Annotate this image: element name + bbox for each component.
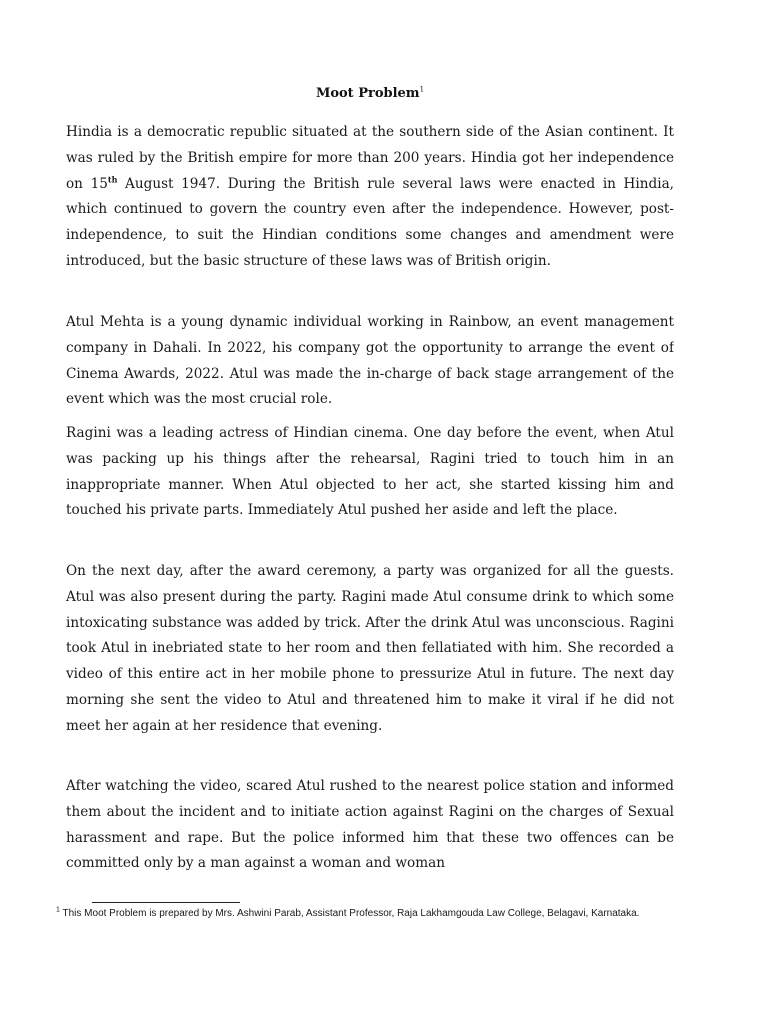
footnote-separator xyxy=(92,902,240,903)
paragraph-1-text-end: August 1947. During the British rule several laws were enacted in Hindia, which continued to govern the country even after the independence. However, post-independence, to suit the Hindian conditions some changes and amendment were introduced, but the basic structure of these laws was of British origin. xyxy=(66,175,674,269)
title-footnote-marker: 1 xyxy=(419,85,425,94)
body-text xyxy=(66,120,674,877)
paragraph-5: After watching the video, scared Atul rushed to the nearest police station and informed them about the incident and to initiate action against Ragini on the charges of Sexual harassment and rape. But the police informed him that these two offences can be committed only by a man against a woman and woman xyxy=(66,778,674,872)
ordinal-superscript: th xyxy=(107,174,118,185)
paragraph-3: Ragini was a leading actress of Hindian cinema. One day before the event, when Atul was packing up his things after the rehearsal, Ragini tried to touch him in an inappropriate manner. When Atul objected to her act, she started kissing him and touched his private parts. Immediately Atul pushed her aside and left the place. xyxy=(66,425,674,519)
footnote-marker: 1 xyxy=(56,906,60,914)
paragraph-2: Atul Mehta is a young dynamic individual working in Rainbow, an event management company in Dahali. In 2022, his company got the opportunity to arrange the event of Cinema Awards, 2022. Atul was made the in-charge of back stage arrangement of the event which was the most crucial role. xyxy=(66,314,674,408)
paragraph-1 xyxy=(66,120,674,300)
page-title xyxy=(0,86,740,101)
title-text: Moot Problem xyxy=(315,86,420,101)
paragraph-1-text-start: Hindia is a democratic republic situated at the southern side of the Asian continent. It was ruled by the British empire for more than 200 years. Hindia got her independence on 15 xyxy=(66,124,674,192)
footnote-text: This Moot Problem is prepared by Mrs. Ashwini Parab, Assistant Professor, Raja Lakhamgouda Law College, Belagavi, Karnataka. xyxy=(59,908,640,919)
footnote xyxy=(56,906,682,921)
paragraph-4: On the next day, after the award ceremony, a party was organized for all the guests. Atul was also present during the party. Ragini made Atul consume drink to which some intoxicating substance was added by trick. After the drink Atul was unconscious. Ragini took Atul in inebriated state to her room and then fellatiated with him. She recorded a video of this entire act in her mobile phone to pressurize Atul in future. The next day morning she sent the video to Atul and threatened him to make it viral if he did not meet her again at her residence that evening. xyxy=(66,563,674,734)
